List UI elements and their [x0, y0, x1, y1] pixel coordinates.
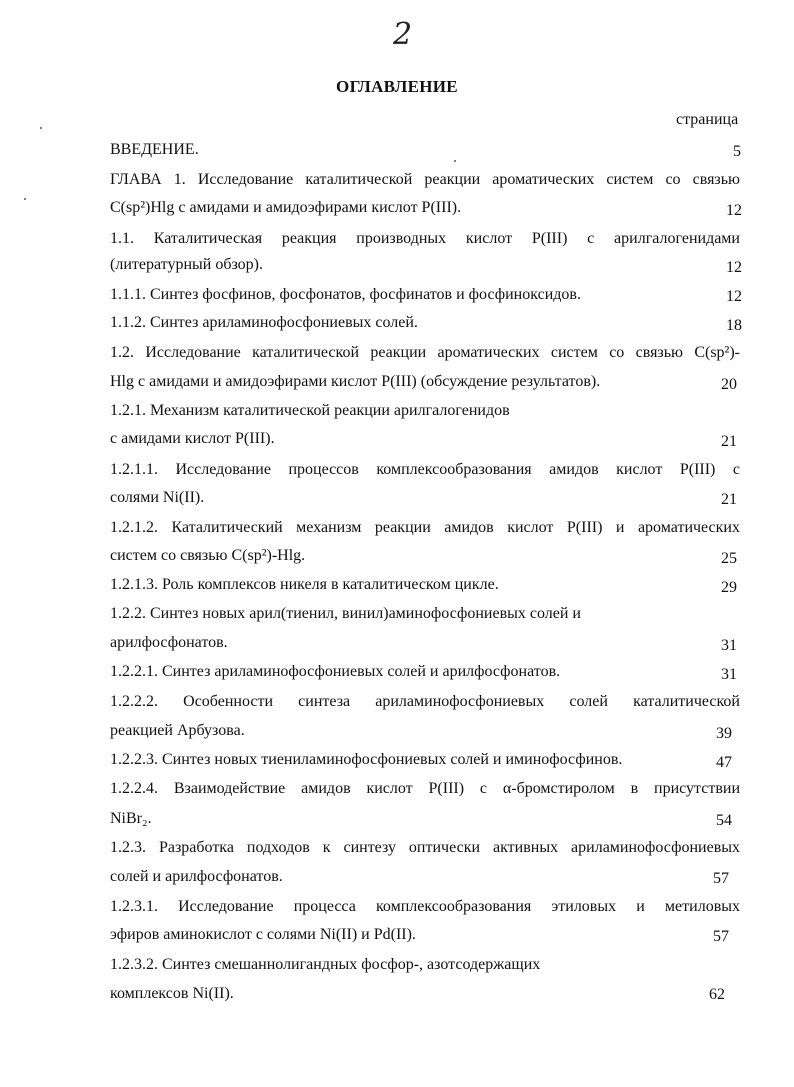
toc-entry-text: 1.2.2.4. Взаимодействие амидов кислот P(III) с α-бромстиролом в присутствии [110, 780, 740, 797]
toc-entry-page: 31 [721, 666, 737, 683]
toc-entry-text: систем со связью C(sp²)-Hlg. [110, 547, 306, 564]
toc-entry-text: с амидами кислот P(III). [110, 430, 275, 447]
scan-speck [24, 198, 26, 200]
toc-entry-text: 1.2.1. Механизм каталитической реакции арилгалогенидов [110, 402, 510, 419]
toc-entry-page: 25 [721, 550, 737, 567]
toc-entry-page: 12 [726, 288, 742, 305]
toc-entry-text: солями Ni(II). [110, 489, 205, 506]
toc-entry-page: 54 [716, 812, 732, 829]
toc-entry-page: 21 [721, 433, 737, 450]
toc-entry-page: 57 [713, 870, 729, 887]
toc-entry-text: реакцией Арбузова. [110, 722, 245, 739]
toc-entry-text: 1.2. Исследование каталитической реакции ароматических систем со связью C(sp²)- [110, 344, 740, 361]
toc-entry-text: C(sp²)Hlg с амидами и амидоэфирами кислот P(III). [110, 199, 462, 216]
page-title: ОГЛАВЛЕНИЕ [336, 77, 458, 96]
toc-entry-text: эфиров аминокислот с солями Ni(II) и Pd(II). [110, 926, 416, 943]
toc-entry-text: ГЛАВА 1. Исследование каталитической реакции ароматических систем со связью [110, 171, 740, 188]
handwritten-page-number: 2 [393, 17, 413, 52]
toc-entry-text: 1.1.1. Синтез фосфинов, фосфонатов, фосфинатов и фосфиноксидов. [110, 286, 581, 303]
toc-entry-text: 1.2.2.3. Синтез новых тиениламинофосфониевых солей и иминофосфинов. [110, 751, 623, 768]
page-column-label: страница [676, 111, 739, 128]
toc-entry-text: арилфосфонатов. [110, 634, 228, 651]
toc-entry-page: 57 [713, 928, 729, 945]
toc-entry-page: 20 [721, 376, 737, 393]
scan-speck [454, 160, 456, 162]
toc-entry-page: 31 [721, 637, 737, 654]
toc-entry-page: 29 [721, 579, 737, 596]
toc-entry-text: 1.1. Каталитическая реакция производных кислот P(III) с арилгалогенидами [110, 230, 740, 247]
toc-entry-page: 12 [726, 259, 742, 276]
toc-entry-text: 1.1.2. Синтез ариламинофосфониевых солей. [110, 314, 418, 331]
toc-entry-text: ВВЕДЕНИЕ. [110, 141, 199, 158]
scan-speck [40, 127, 42, 129]
toc-entry-text: 1.2.1.3. Роль комплексов никеля в каталитическом цикле. [110, 576, 499, 593]
toc-entry-text: 1.2.1.1. Исследование процессов комплексообразования амидов кислот P(III) с [110, 461, 740, 478]
toc-entry-text: 1.2.2.2. Особенности синтеза ариламинофосфониевых солей каталитической [110, 693, 740, 710]
toc-entry-text: NiBr₂. [110, 810, 152, 827]
toc-entry-text: Hlg с амидами и амидоэфирами кислот P(III) (обсуждение результатов). [110, 373, 601, 390]
toc-entry-text: (литературный обзор). [110, 256, 264, 273]
toc-entry-text: 1.2.1.2. Каталитический механизм реакции амидов кислот P(III) и ароматических [110, 519, 740, 536]
toc-entry-page: 62 [709, 986, 725, 1003]
toc-entry-text: 1.2.2.1. Синтез ариламинофосфониевых солей и арилфосфонатов. [110, 663, 561, 680]
toc-entry-page: 18 [726, 317, 742, 334]
toc-entry-page: 47 [716, 754, 732, 771]
toc-entry-text: солей и арилфосфонатов. [110, 868, 283, 885]
toc-entry-text: 1.2.2. Синтез новых арил(тиенил, винил)аминофосфониевых солей и [110, 605, 581, 622]
toc-entry-text: 1.2.3. Разработка подходов к синтезу оптически активных ариламинофосфониевых [110, 839, 740, 856]
toc-entry-text: 1.2.3.2. Синтез смешаннолигандных фосфор-, азотсодержащих [110, 956, 541, 973]
toc-entry-page: 5 [733, 143, 741, 160]
toc-entry-page: 21 [721, 491, 737, 508]
toc-entry-page: 12 [726, 202, 742, 219]
toc-entry-text: комплексов Ni(II). [110, 985, 234, 1002]
toc-entry-text: 1.2.3.1. Исследование процесса комплексообразования этиловых и метиловых [110, 898, 740, 915]
toc-entry-page: 39 [716, 725, 732, 742]
